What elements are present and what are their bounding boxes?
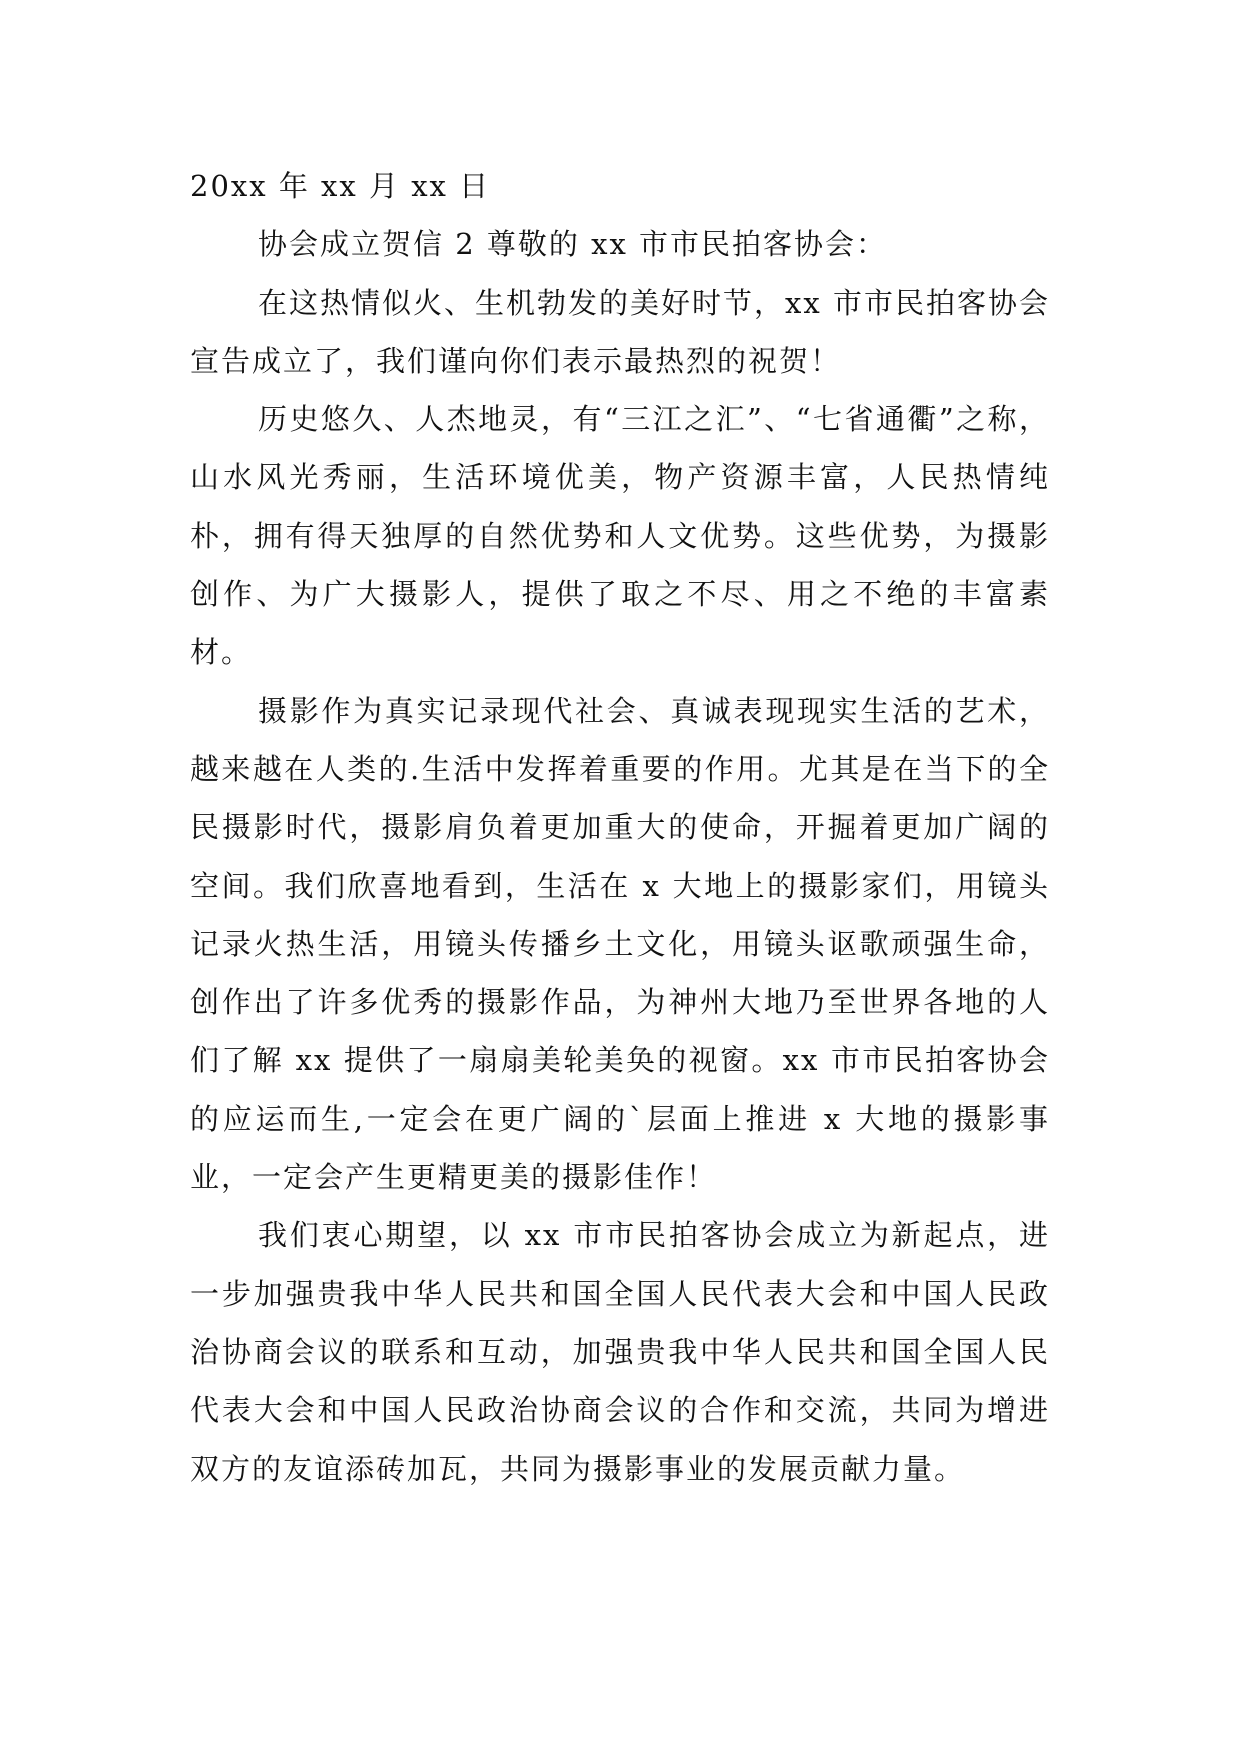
salutation-paragraph: 协会成立贺信 2 尊敬的 xx 市市民拍客协会： [258, 227, 888, 262]
date-line: 20xx 年 xx 月 xx 日 [190, 169, 491, 203]
closing-paragraph: 我们衷心期望，以 xx 市市民拍客协会成立为新起点，进一步加强贵我中华人民共和国全国人民代表大会和中国人民政治协商会议的联系和互动，加强贵我中华人民共和国全国人民代表大会和中国人民政治协商会议的合作和交流，共同为增进双方的友谊添砖加瓦，共同为摄影事业的发展贡献力量。 [190, 1218, 1050, 1486]
letter-body [190, 157, 1050, 1498]
congratulation-paragraph: 在这热情似火、生机勃发的美好时节，xx 市市民拍客协会宣告成立了，我们谨向你们表示最热烈的祝贺！ [190, 285, 1050, 378]
photography-paragraph: 摄影作为真实记录现代社会、真诚表现现实生活的艺术，越来越在人类的.生活中发挥着重要的作用。尤其是在当下的全民摄影时代，摄影肩负着更加重大的使命，开掘着更加广阔的空间。我们欣喜地看到，生活在 x 大地上的摄影家们，用镜头记录火热生活，用镜头传播乡土文化，用镜头讴歌顽强生命，创作出了许多优秀的摄影作品，为神州大地乃至世界各地的人们了解 xx 提供了一扇扇美轮美奂的视窗。xx 市市民拍客协会的应运而生,一定会在更广阔的`层面上推进 x 大地的摄影事业，一定会产生更精更美的摄影佳作！ [190, 693, 1050, 1195]
region-paragraph: 历史悠久、人杰地灵，有“三江之汇”、“七省通衢”之称，山水风光秀丽，生活环境优美，物产资源丰富，人民热情纯朴，拥有得天独厚的自然优势和人文优势。这些优势，为摄影创作、为广大摄影人，提供了取之不尽、用之不绝的丰富素材。 [190, 402, 1050, 670]
